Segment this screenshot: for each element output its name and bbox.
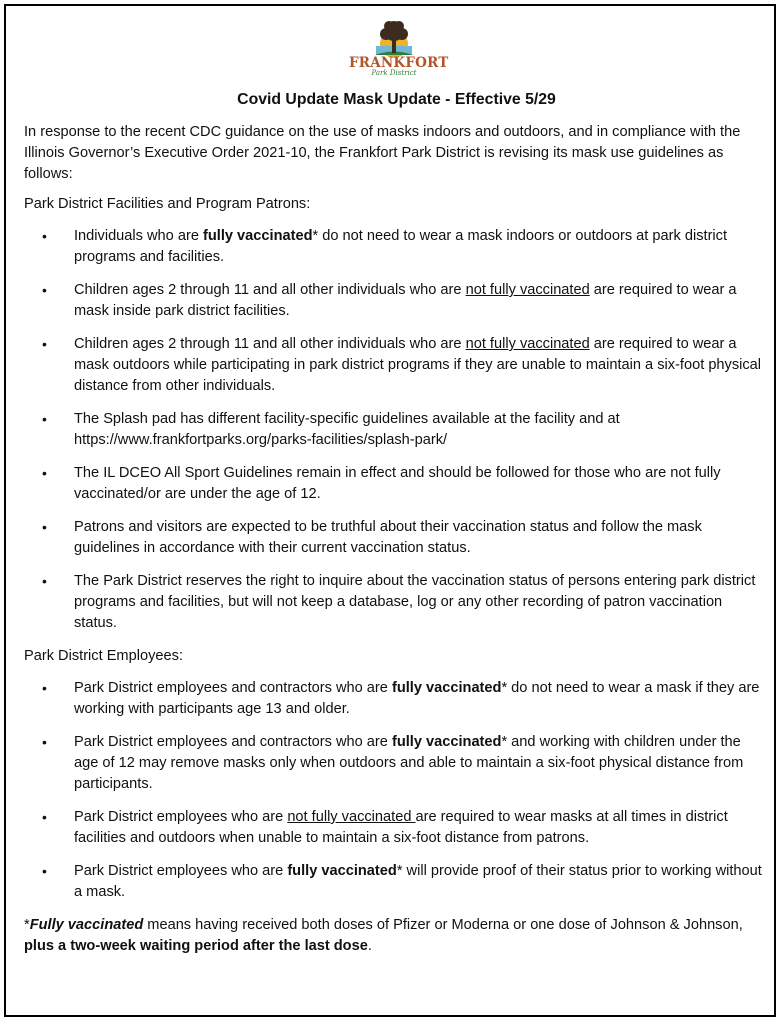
list-item: • The Park District reserves the right to inquire about the vaccination status of persons entering park district programs and facilities, but will not keep a database, log or any other recording of patron vaccination status. xyxy=(24,571,769,634)
list-item: • Children ages 2 through 11 and all other individuals who are not fully vaccinated are required to wear a mask outdoors while participating in park district programs if they are unable to maintain a six-foot physical distance from other individuals. xyxy=(24,334,769,397)
list-item: • Park District employees and contractors who are fully vaccinated* do not need to wear a mask if they are working with participants age 13 and older. xyxy=(24,678,769,720)
tree-sun-icon xyxy=(349,18,439,58)
employees-list xyxy=(24,678,769,903)
page-title: Covid Update Mask Update - Effective 5/29 xyxy=(237,91,556,108)
frankfort-park-district-logo xyxy=(349,18,449,80)
intro-paragraph: In response to the recent CDC guidance on the use of masks indoors and outdoors, and in compliance with the Illinois Governor’s Executive Order 2021-10, the Frankfort Park District is revising its mask use guidelines as follows: xyxy=(24,124,741,182)
patrons-list xyxy=(24,226,769,634)
document-content xyxy=(24,90,769,966)
employees-heading: Park District Employees: xyxy=(24,648,183,664)
list-item: • Park District employees who are fully vaccinated* will provide proof of their status prior to working without a mask. xyxy=(24,861,769,903)
document-page xyxy=(4,4,776,1017)
logo-name: FRANKFORT xyxy=(349,55,449,71)
list-item: • Individuals who are fully vaccinated* do not need to wear a mask indoors or outdoors at park district programs and facilities. xyxy=(24,226,769,268)
list-item: • The IL DCEO All Sport Guidelines remain in effect and should be followed for those who are not fully vaccinated/or are under the age of 12. xyxy=(24,463,769,505)
list-item: • Park District employees and contractors who are fully vaccinated* and working with children under the age of 12 may remove masks only when outdoors and able to maintain a six-foot physical distance from participants. xyxy=(24,732,769,795)
patrons-heading: Park District Facilities and Program Patrons: xyxy=(24,196,311,212)
list-item: • Park District employees who are not fully vaccinated are required to wear masks at all times in district facilities and outdoors when unable to maintain a six-foot distance from patrons. xyxy=(24,807,769,849)
list-item: • The Splash pad has different facility-specific guidelines available at the facility and at https://www.frankfortparks.org/parks-facilities/splash-park/ xyxy=(24,409,769,451)
footnote: *Fully vaccinated means having received both doses of Pfizer or Moderna or one dose of Johnson & Johnson, plus a two-week waiting period after the last dose. xyxy=(24,917,743,954)
list-item: • Children ages 2 through 11 and all other individuals who are not fully vaccinated are required to wear a mask inside park district facilities. xyxy=(24,280,769,322)
logo-subtitle: Park District xyxy=(371,69,417,77)
list-item: • Patrons and visitors are expected to be truthful about their vaccination status and follow the mask guidelines in accordance with their current vaccination status. xyxy=(24,517,769,559)
